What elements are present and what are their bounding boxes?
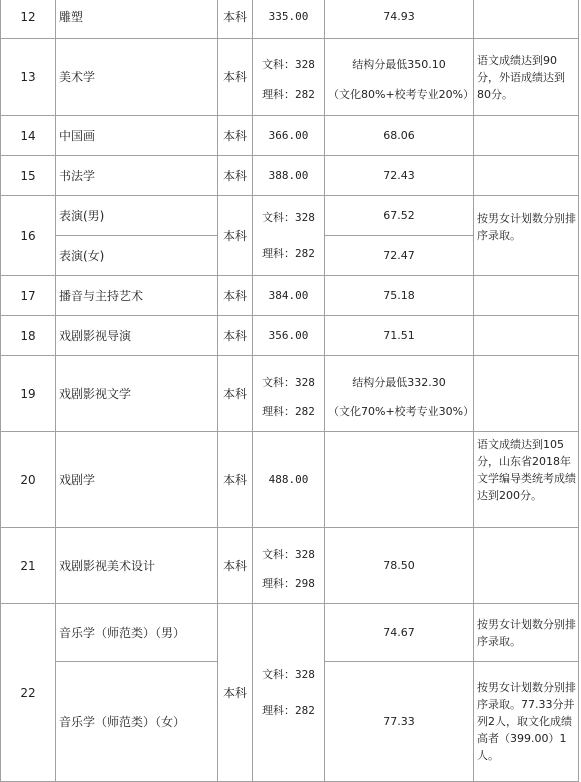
row-number: 14 (1, 116, 56, 156)
professional-score: 75.18 (325, 276, 474, 316)
row-number: 15 (1, 156, 56, 196)
composite-score-formula: （文化70%+校考专业30%） (328, 404, 475, 418)
culture-score-science: 理科：282 (262, 703, 315, 717)
composite-score-min: 结构分最低350.10 (352, 58, 446, 71)
major-name: 美术学 (56, 39, 218, 116)
table-row (1, 528, 579, 604)
culture-score-liberal-arts: 文科：328 (262, 667, 315, 681)
table-row (1, 0, 579, 39)
table-row (1, 356, 579, 432)
major-name: 雕塑 (56, 0, 218, 39)
degree-level: 本科 (218, 432, 253, 528)
culture-score-liberal-arts: 文科：328 (262, 375, 315, 389)
remark (474, 276, 579, 316)
row-number: 19 (1, 356, 56, 432)
culture-score-science: 理科：282 (262, 404, 315, 418)
culture-score: 366.00 (253, 116, 325, 156)
professional-score: 72.43 (325, 156, 474, 196)
culture-score (253, 604, 325, 782)
culture-score (253, 356, 325, 432)
degree-level: 本科 (218, 39, 253, 116)
table-row (1, 316, 579, 356)
degree-level: 本科 (218, 156, 253, 196)
degree-level: 本科 (218, 356, 253, 432)
row-number: 13 (1, 39, 56, 116)
major-name: 戏剧影视导演 (56, 316, 218, 356)
remark: 语文成绩达到90分，外语成绩达到80分。 (474, 39, 579, 116)
culture-score: 356.00 (253, 316, 325, 356)
degree-level: 本科 (218, 0, 253, 39)
culture-score-science: 理科：298 (262, 576, 315, 590)
professional-score: 68.06 (325, 116, 474, 156)
professional-score: 74.93 (325, 0, 474, 39)
degree-level: 本科 (218, 276, 253, 316)
degree-level: 本科 (218, 196, 253, 276)
remark (474, 356, 579, 432)
culture-score-science: 理科：282 (262, 88, 315, 101)
professional-score (325, 356, 474, 432)
row-number: 22 (1, 604, 56, 782)
professional-score: 78.50 (325, 528, 474, 604)
remark (474, 528, 579, 604)
culture-score: 384.00 (253, 276, 325, 316)
culture-score-liberal-arts: 文科：328 (262, 547, 315, 561)
major-name: 戏剧影视文学 (56, 356, 218, 432)
table-row (1, 604, 579, 662)
professional-score: 74.67 (325, 604, 474, 662)
remark (474, 116, 579, 156)
professional-score: 77.33 (325, 662, 474, 782)
degree-level: 本科 (218, 116, 253, 156)
professional-score: 67.52 (325, 196, 474, 236)
remark: 按男女计划数分别排序录取。 (474, 604, 579, 662)
major-name: 表演(女) (56, 236, 218, 276)
major-name: 表演(男) (56, 196, 218, 236)
row-number: 21 (1, 528, 56, 604)
culture-score-liberal-arts: 文科：328 (262, 210, 315, 224)
remark (474, 0, 579, 39)
table-row (1, 432, 579, 528)
remark: 按男女计划数分别排序录取。77.33分并列2人，取文化成绩高者（399.00）1人。 (474, 662, 579, 782)
major-name: 中国画 (56, 116, 218, 156)
culture-score (253, 528, 325, 604)
culture-score-science: 理科：282 (262, 246, 315, 260)
professional-score (325, 39, 474, 116)
row-number: 16 (1, 196, 56, 276)
remark: 按男女计划数分别排序录取。 (474, 196, 579, 276)
row-number: 20 (1, 432, 56, 528)
table-row (1, 116, 579, 156)
composite-score-min: 结构分最低332.30 (352, 375, 446, 389)
professional-score (325, 432, 474, 528)
table-row (1, 276, 579, 316)
major-name: 书法学 (56, 156, 218, 196)
remark (474, 156, 579, 196)
professional-score: 72.47 (325, 236, 474, 276)
composite-score-formula: （文化80%+校考专业20%） (328, 88, 475, 101)
table-row (1, 156, 579, 196)
row-number: 18 (1, 316, 56, 356)
row-number: 12 (1, 0, 56, 39)
culture-score (253, 196, 325, 276)
major-name: 播音与主持艺术 (56, 276, 218, 316)
table-row (1, 39, 579, 116)
degree-level: 本科 (218, 604, 253, 782)
culture-score: 335.00 (253, 0, 325, 39)
major-name: 戏剧学 (56, 432, 218, 528)
culture-score: 488.00 (253, 432, 325, 528)
major-name: 音乐学（师范类）（女） (56, 662, 218, 782)
professional-score: 71.51 (325, 316, 474, 356)
table-row (1, 196, 579, 236)
culture-score: 388.00 (253, 156, 325, 196)
remark: 语文成绩达到105分，山东省2018年文学编导类统考成绩达到200分。 (474, 432, 579, 528)
degree-level: 本科 (218, 316, 253, 356)
remark (474, 316, 579, 356)
culture-score (253, 39, 325, 116)
major-name: 音乐学（师范类）（男） (56, 604, 218, 662)
row-number: 17 (1, 276, 56, 316)
culture-score-liberal-arts: 文科：328 (262, 58, 315, 71)
degree-level: 本科 (218, 528, 253, 604)
major-name: 戏剧影视美术设计 (56, 528, 218, 604)
